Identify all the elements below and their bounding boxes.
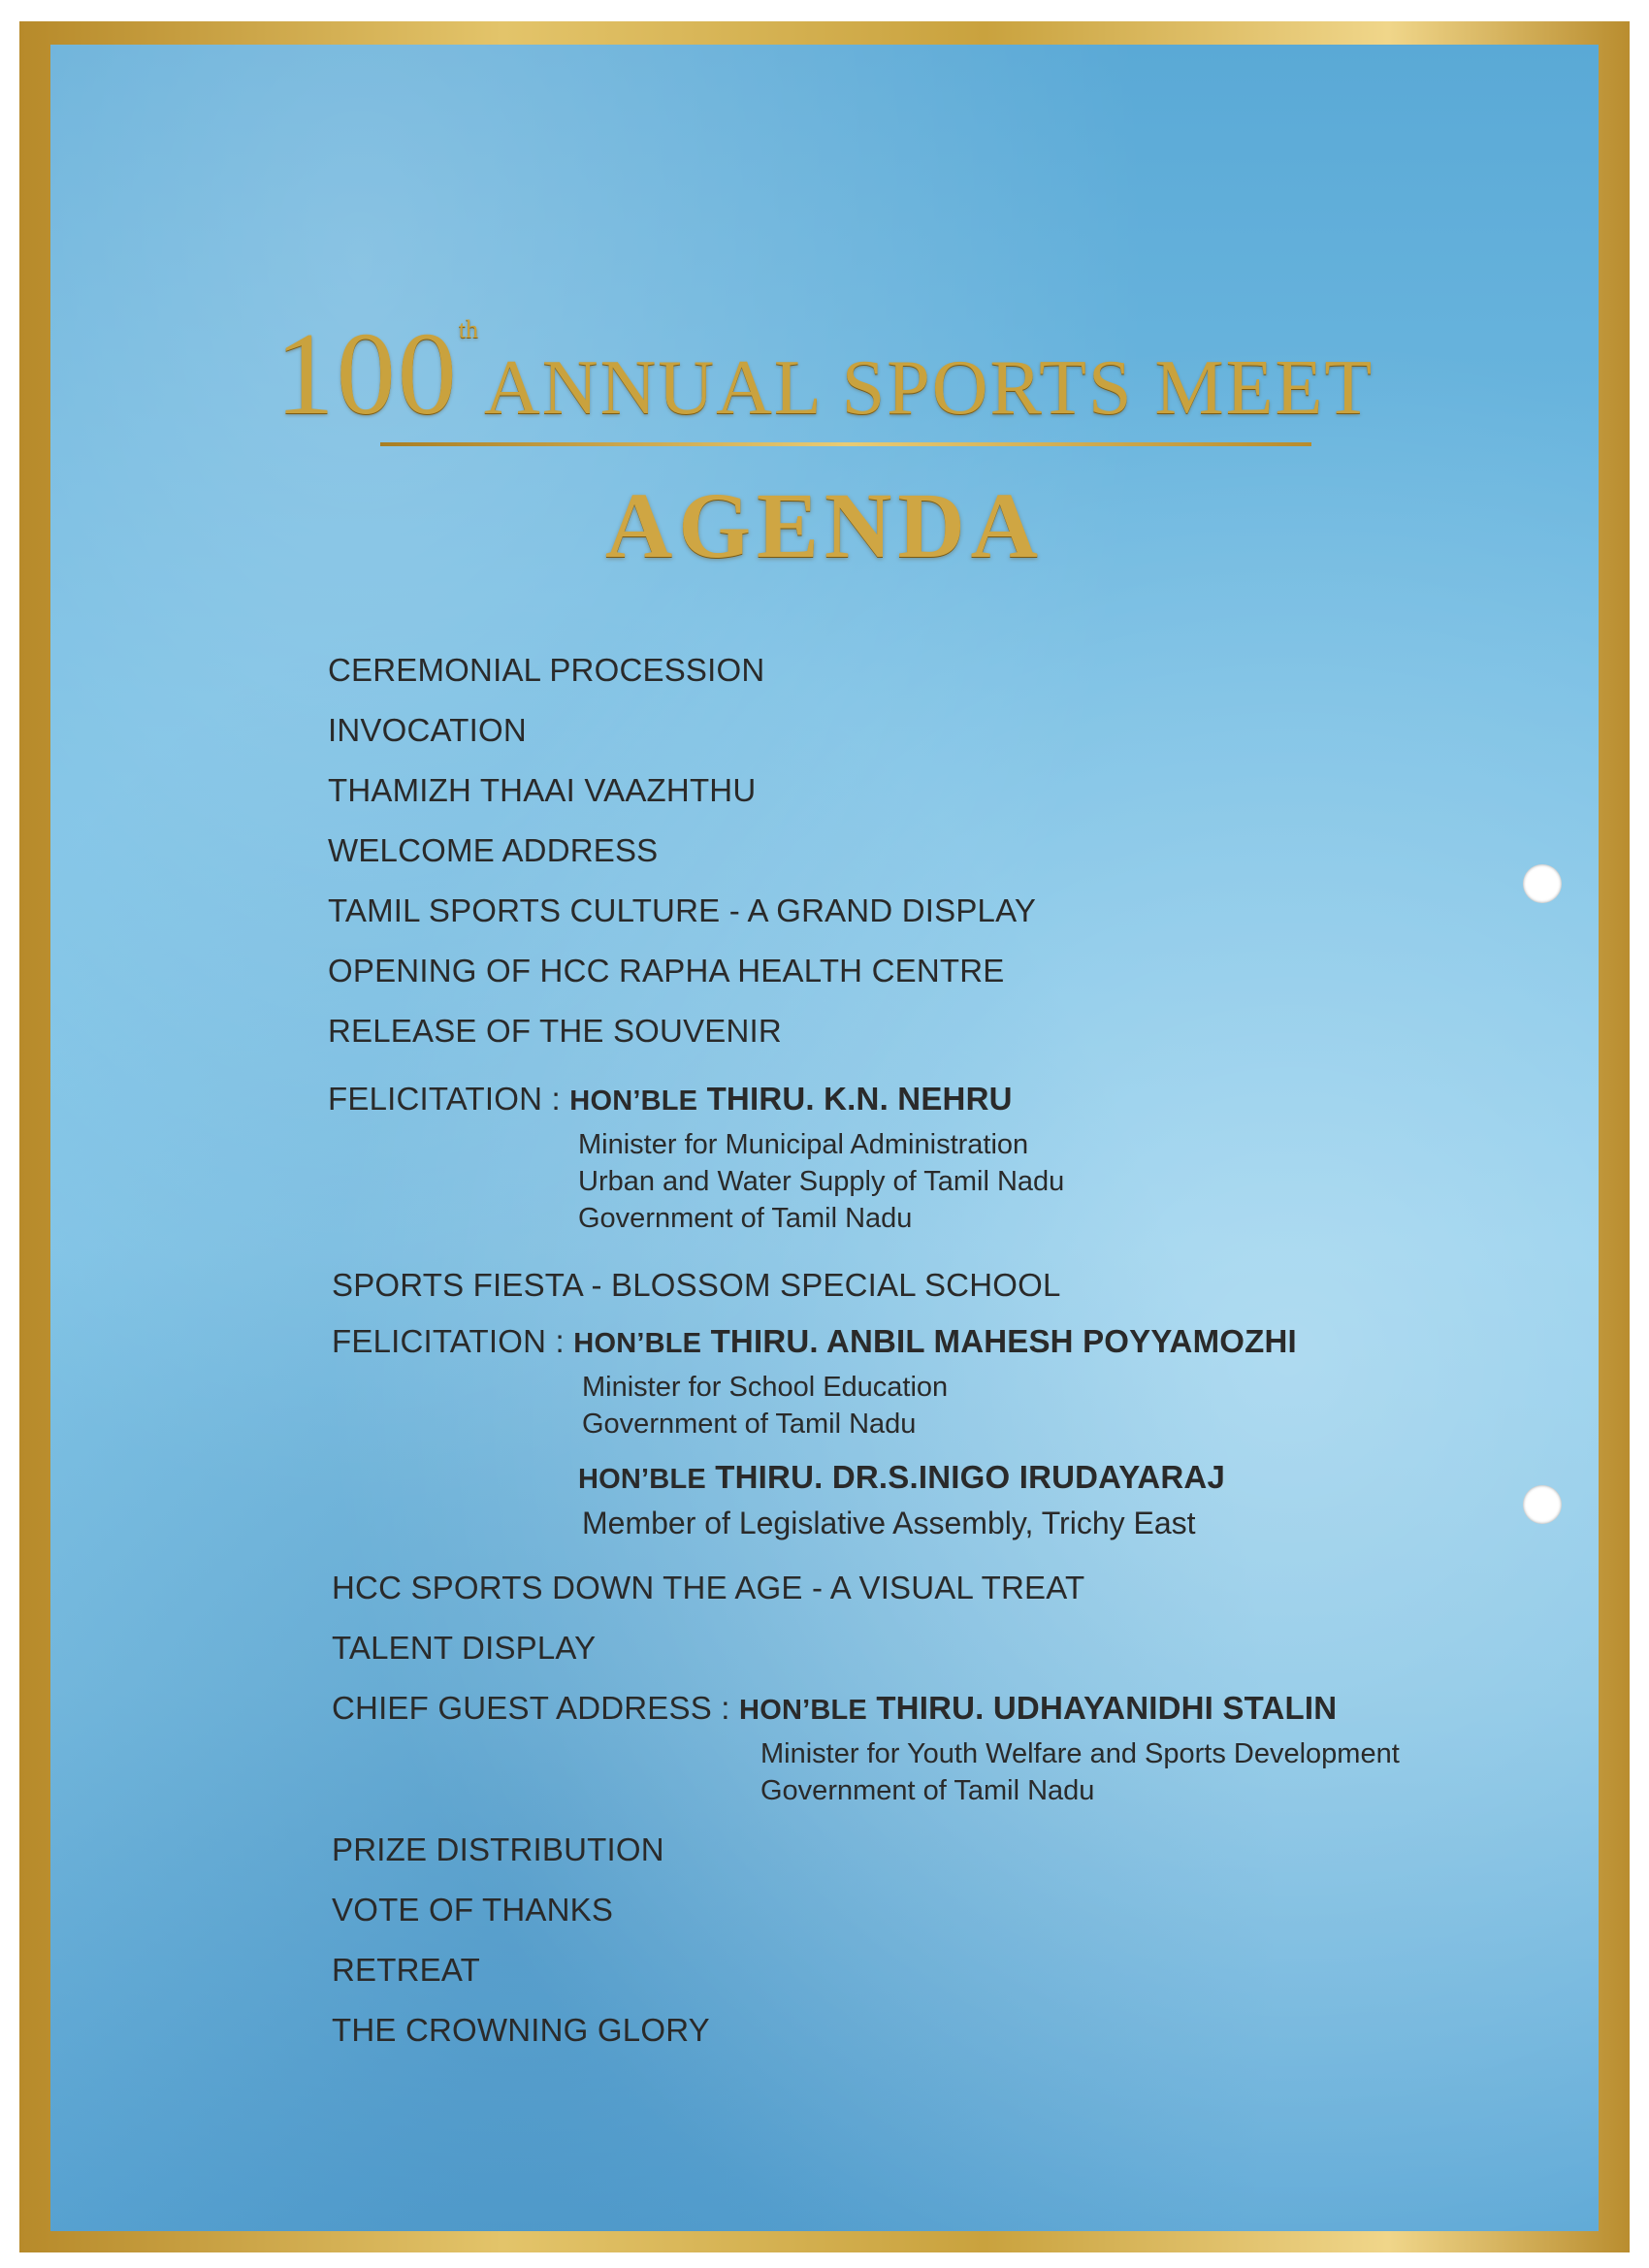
page-title bbox=[50, 307, 1599, 442]
guest-designation-line: Urban and Water Supply of Tamil Nadu bbox=[578, 1166, 1065, 1197]
agenda-item-retreat: RETREAT bbox=[332, 1952, 480, 1988]
guest-designation-line: Government of Tamil Nadu bbox=[760, 1775, 1095, 1806]
felicitation-label: FELICITATION : bbox=[332, 1323, 574, 1359]
title-text: ANNUAL SPORTS MEET bbox=[484, 345, 1374, 431]
agenda-item-vote-of-thanks: VOTE OF THANKS bbox=[332, 1892, 614, 1928]
agenda-item-tamil-sports-culture: TAMIL SPORTS CULTURE - A GRAND DISPLAY bbox=[328, 892, 1037, 928]
title-ordinal-suffix: th bbox=[458, 315, 479, 343]
felicitation-label: FELICITATION : bbox=[328, 1081, 570, 1117]
agenda-item-invocation: INVOCATION bbox=[328, 712, 527, 748]
honorific: HON’BLE bbox=[569, 1085, 698, 1117]
agenda-item-crowning-glory: THE CROWNING GLORY bbox=[332, 2012, 710, 2048]
guest-name: THIRU. DR.S.INIGO IRUDAYARAJ bbox=[715, 1459, 1226, 1495]
agenda-item-prize-distribution: PRIZE DISTRIBUTION bbox=[332, 1831, 664, 1867]
guest-name: THIRU. UDHAYANIDHI STALIN bbox=[876, 1690, 1338, 1726]
agenda-item-felicitation-2 bbox=[332, 1323, 1297, 1360]
guest-designation-line: Minister for Youth Welfare and Sports Development bbox=[760, 1738, 1400, 1769]
guest-designation-line: Government of Tamil Nadu bbox=[582, 1409, 917, 1440]
title-number: 100 bbox=[275, 308, 459, 439]
guest-designation-line: Member of Legislative Assembly, Trichy East bbox=[582, 1506, 1196, 1540]
second-guest-name-line bbox=[578, 1459, 1225, 1496]
guest-designation-line: Government of Tamil Nadu bbox=[578, 1203, 913, 1234]
agenda-item-felicitation-1 bbox=[328, 1081, 1013, 1118]
agenda-item-welcome-address: WELCOME ADDRESS bbox=[328, 832, 659, 868]
title-divider bbox=[380, 442, 1311, 446]
honorific: HON’BLE bbox=[739, 1695, 867, 1726]
guest-designation-line: Minister for Municipal Administration bbox=[578, 1129, 1029, 1160]
agenda-item-ceremonial-procession: CEREMONIAL PROCESSION bbox=[328, 652, 765, 688]
punch-hole bbox=[1523, 864, 1562, 903]
blue-background-panel bbox=[50, 45, 1599, 2231]
agenda-item-release-souvenir: RELEASE OF THE SOUVENIR bbox=[328, 1013, 782, 1049]
punch-hole bbox=[1523, 1485, 1562, 1524]
agenda-item-thamizh-thaai-vaazhthu: THAMIZH THAAI VAAZHTHU bbox=[328, 772, 757, 808]
agenda-heading: AGENDA bbox=[604, 473, 1044, 577]
agenda-item-talent-display: TALENT DISPLAY bbox=[332, 1630, 597, 1666]
agenda-item-opening-rapha: OPENING OF HCC RAPHA HEALTH CENTRE bbox=[328, 953, 1005, 988]
honorific: HON’BLE bbox=[578, 1464, 706, 1495]
gold-border-frame bbox=[19, 21, 1630, 2252]
guest-name: THIRU. K.N. NEHRU bbox=[706, 1081, 1013, 1117]
agenda-item-sports-fiesta: SPORTS FIESTA - BLOSSOM SPECIAL SCHOOL bbox=[332, 1267, 1061, 1303]
guest-designation-line: Minister for School Education bbox=[582, 1372, 949, 1403]
guest-name: THIRU. ANBIL MAHESH POYYAMOZHI bbox=[710, 1323, 1297, 1359]
chief-guest-label: CHIEF GUEST ADDRESS : bbox=[332, 1690, 740, 1726]
agenda-item-hcc-sports-visual: HCC SPORTS DOWN THE AGE - A VISUAL TREAT bbox=[332, 1570, 1085, 1605]
agenda-item-chief-guest-address bbox=[332, 1690, 1337, 1727]
honorific: HON’BLE bbox=[573, 1328, 702, 1359]
